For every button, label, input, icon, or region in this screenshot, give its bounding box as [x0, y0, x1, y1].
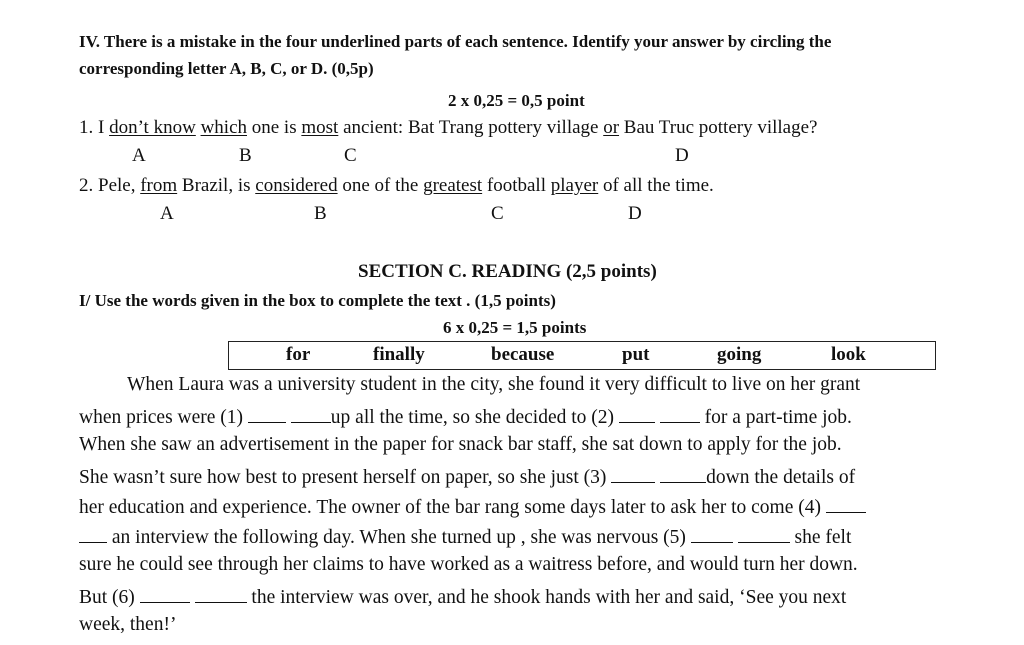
passage-line-5 [79, 494, 866, 519]
passage-line-7: sure he could see through her claims to have worked as a waitress before, and would turn her down. [79, 554, 858, 575]
passage-line-8 [79, 584, 846, 609]
question-2 [79, 175, 714, 197]
blank-1a[interactable] [248, 404, 286, 423]
passage-line-9: week, then!’ [79, 614, 177, 635]
q1-letter-d[interactable]: D [675, 145, 689, 166]
passage-text: when prices were (1) [79, 407, 248, 428]
word-box-item: finally [373, 344, 425, 365]
q1-letter-c[interactable]: C [344, 145, 357, 166]
q2-underlined-c: greatest [423, 175, 483, 196]
q1-letter-a[interactable]: A [132, 145, 146, 166]
section-iv-score: 2 x 0,25 = 0,5 point [448, 91, 585, 110]
q2-underlined-d: player [550, 175, 599, 196]
blank-5b[interactable] [738, 524, 790, 543]
blank-3a[interactable] [611, 464, 655, 483]
blank-4b[interactable] [79, 524, 107, 543]
section-c-title: SECTION C. READING (2,5 points) [358, 261, 657, 282]
passage-line-6 [79, 524, 851, 549]
q2-letter-c[interactable]: C [491, 203, 504, 224]
passage-text: up all the time, so she decided to (2) [330, 407, 619, 428]
q2-text: of all the time. [598, 175, 714, 196]
section-iv-heading-line1: IV. There is a mistake in the four underlined parts of each sentence. Identify your answer by circling the [79, 32, 832, 51]
passage-text: an interview the following day. When she turned up , she was nervous (5) [107, 527, 691, 548]
blank-2a[interactable] [619, 404, 655, 423]
q2-letter-a[interactable]: A [160, 203, 174, 224]
blank-3b[interactable] [660, 464, 706, 483]
passage-line-1: When Laura was a university student in the city, she found it very difficult to live on her grant [127, 374, 861, 395]
word-box-item: look [831, 344, 866, 365]
blank-1b[interactable] [291, 404, 331, 423]
q2-letter-b[interactable]: B [314, 203, 327, 224]
q1-underlined-c: most [301, 117, 339, 138]
passage-line-3: When she saw an advertisement in the paper for snack bar staff, she sat down to apply for the job. [79, 434, 842, 455]
passage-text: down the details of [706, 467, 856, 488]
section-c-score: 6 x 0,25 = 1,5 points [443, 318, 587, 337]
q2-underlined-b: considered [255, 175, 338, 196]
passage-text: She wasn’t sure how best to present herself on paper, so she just (3) [79, 467, 612, 488]
q1-underlined-d: or [603, 117, 620, 138]
q1-letter-b[interactable]: B [239, 145, 252, 166]
passage-text: she felt [789, 527, 852, 548]
passage-text: the interview was over, and he shook hands with her and said, ‘See you next [246, 587, 847, 608]
section-iv-heading-line2: corresponding letter A, B, C, or D. (0,5p) [79, 59, 374, 78]
passage-line-4 [79, 464, 855, 489]
q2-text: Brazil, is [177, 175, 256, 196]
word-box-item: going [717, 344, 762, 365]
blank-6a[interactable] [140, 584, 190, 603]
word-box-item: put [622, 344, 650, 365]
blank-2b[interactable] [660, 404, 700, 423]
q1-text: ancient: Bat Trang pottery village [338, 117, 604, 138]
passage-line-2 [79, 404, 852, 429]
q2-text: one of the [337, 175, 424, 196]
section-c-instruction: I/ Use the words given in the box to complete the text . (1,5 points) [79, 291, 556, 310]
passage-text: But (6) [79, 587, 140, 608]
word-box [228, 341, 936, 370]
word-box-item: because [491, 344, 555, 365]
word-box-item: for [286, 344, 311, 365]
question-1 [79, 117, 817, 139]
q1-text: one is [247, 117, 302, 138]
passage-text: her education and experience. The owner of the bar rang some days later to ask her to come (4) [79, 497, 826, 518]
q1-underlined-a: don’t know [109, 117, 196, 138]
passage-text: for a part-time job. [699, 407, 852, 428]
q1-text: Bau Truc pottery village? [619, 117, 818, 138]
blank-4a[interactable] [826, 494, 866, 513]
blank-5a[interactable] [691, 524, 733, 543]
q2-text: football [482, 175, 551, 196]
blank-6b[interactable] [195, 584, 247, 603]
q2-underlined-a: from [140, 175, 178, 196]
q1-underlined-b: which [200, 117, 247, 138]
q1-number: 1. I [79, 117, 110, 138]
q2-number: 2. Pele, [79, 175, 141, 196]
q2-letter-d[interactable]: D [628, 203, 642, 224]
